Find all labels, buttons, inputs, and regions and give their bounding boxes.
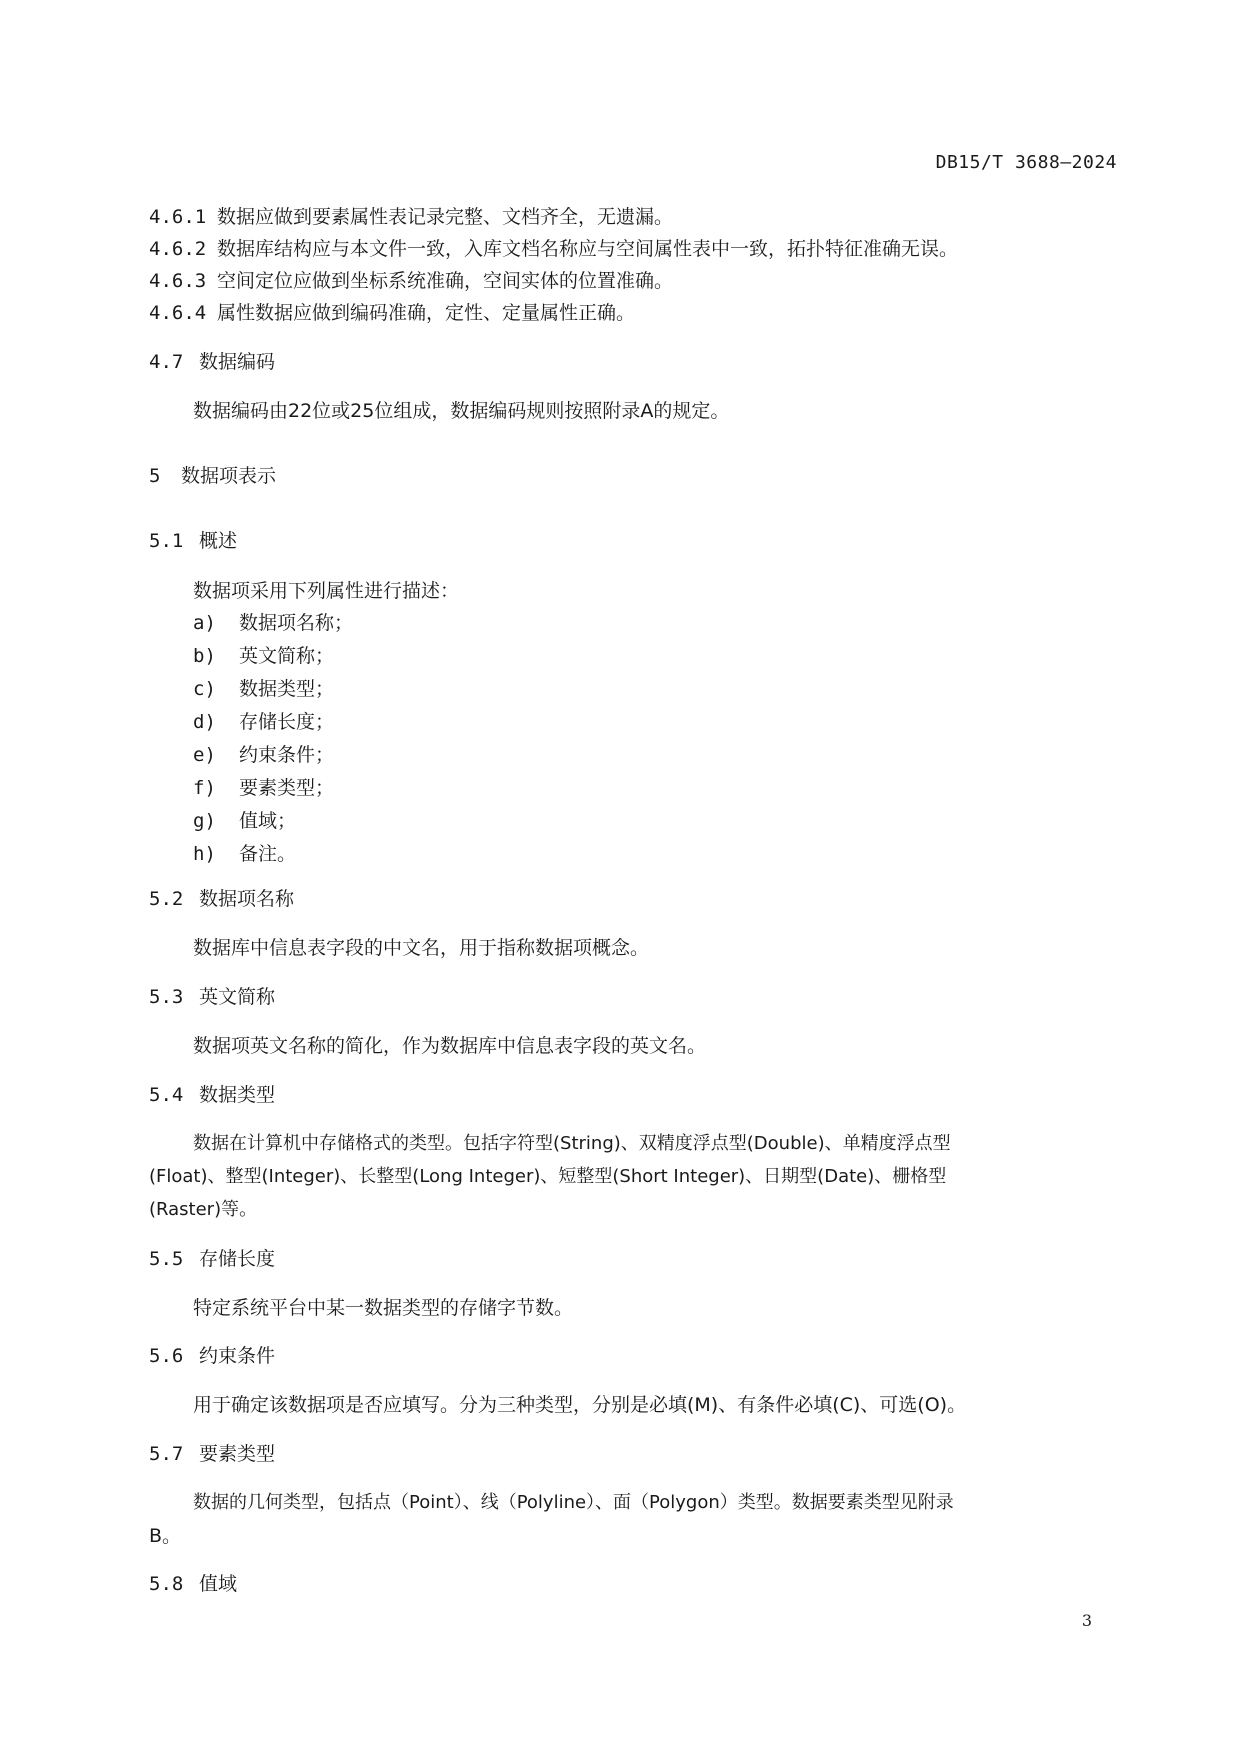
section-number: 5.3 <box>149 986 184 1008</box>
heading-5 <box>149 463 276 489</box>
clause-4-6-2 <box>149 236 958 262</box>
paragraph-5-3: 数据项英文名称的简化，作为数据库中信息表字段的英文名。 <box>193 1035 707 1057</box>
heading-5-6 <box>149 1343 275 1369</box>
clause-4-6-3 <box>149 268 673 294</box>
paragraph-5-1-intro: 数据项采用下列属性进行描述： <box>193 580 460 602</box>
section-title: 存储长度 <box>199 1248 276 1270</box>
section-number: 5 <box>149 465 161 487</box>
list-marker: e) <box>193 744 216 766</box>
clause-number: 4.6.2 <box>149 238 207 260</box>
paragraph-5-4-line-2: (Float)、整型(Integer)、长整型(Long Integer)、短整型(Short Integer)、日期型(Date)、栅格型 <box>149 1166 947 1187</box>
clause-text: 属性数据应做到编码准确，定性、定量属性正确。 <box>217 302 636 324</box>
section-title: 约束条件 <box>199 1345 276 1367</box>
list-item-text: 备注。 <box>239 843 297 865</box>
list-item <box>193 676 334 702</box>
section-title: 数据项表示 <box>181 465 277 487</box>
section-number: 5.2 <box>149 888 184 910</box>
paragraph-4-7: 数据编码由22位或25位组成，数据编码规则按照附录A的规定。 <box>193 400 730 422</box>
clause-4-6-1 <box>149 204 673 230</box>
page-number: 3 <box>1081 1611 1092 1630</box>
section-number: 5.6 <box>149 1345 184 1367</box>
section-title: 英文简称 <box>199 986 276 1008</box>
list-item-text: 约束条件； <box>239 744 335 766</box>
heading-5-8 <box>149 1571 237 1597</box>
section-title: 值域 <box>199 1573 238 1595</box>
list-item <box>193 841 296 867</box>
section-title: 要素类型 <box>199 1443 276 1465</box>
clause-number: 4.6.3 <box>149 270 207 292</box>
section-number: 5.1 <box>149 530 184 552</box>
clause-text: 空间定位应做到坐标系统准确，空间实体的位置准确。 <box>217 270 674 292</box>
list-item <box>193 775 334 801</box>
heading-5-1 <box>149 528 237 554</box>
list-marker: a) <box>193 612 216 634</box>
list-item <box>193 742 334 768</box>
list-item <box>193 643 334 669</box>
list-marker: g) <box>193 810 216 832</box>
list-marker: h) <box>193 843 216 865</box>
clause-text: 数据应做到要素属性表记录完整、文档齐全，无遗漏。 <box>217 206 674 228</box>
paragraph-5-7-line-1: 数据的几何类型，包括点（Point）、线（Polyline）、面（Polygon）类型。数据要素类型见附录 <box>193 1492 954 1513</box>
section-title: 数据项名称 <box>199 888 295 910</box>
heading-5-5 <box>149 1246 275 1272</box>
paragraph-5-4-line-1: 数据在计算机中存储格式的类型。包括字符型(String)、双精度浮点型(Double)、单精度浮点型 <box>193 1133 951 1154</box>
list-item-text: 数据类型； <box>239 678 335 700</box>
paragraph-5-7-line-2: B。 <box>149 1525 182 1547</box>
clause-4-6-4 <box>149 300 635 326</box>
list-item-text: 英文简称； <box>239 645 335 667</box>
section-number: 4.7 <box>149 351 184 373</box>
list-marker: b) <box>193 645 216 667</box>
list-item-text: 存储长度； <box>239 711 335 733</box>
list-marker: c) <box>193 678 216 700</box>
heading-5-4 <box>149 1082 275 1108</box>
paragraph-5-6: 用于确定该数据项是否应填写。分为三种类型，分别是必填(M)、有条件必填(C)、可选(O)。 <box>193 1394 967 1416</box>
section-number: 5.5 <box>149 1248 184 1270</box>
clause-number: 4.6.1 <box>149 206 207 228</box>
paragraph-5-4-line-3: (Raster)等。 <box>149 1199 258 1220</box>
list-item <box>193 808 296 834</box>
section-title: 概述 <box>199 530 238 552</box>
section-number: 5.7 <box>149 1443 184 1465</box>
paragraph-5-2: 数据库中信息表字段的中文名，用于指称数据项概念。 <box>193 937 650 959</box>
list-item <box>193 610 353 636</box>
list-marker: f) <box>193 777 216 799</box>
list-item-text: 值域； <box>239 810 297 832</box>
section-number: 5.4 <box>149 1084 184 1106</box>
section-number: 5.8 <box>149 1573 184 1595</box>
list-marker: d) <box>193 711 216 733</box>
section-title: 数据类型 <box>199 1084 276 1106</box>
section-title: 数据编码 <box>199 351 276 373</box>
paragraph-5-5: 特定系统平台中某一数据类型的存储字节数。 <box>193 1297 574 1319</box>
list-item <box>193 709 334 735</box>
heading-5-2 <box>149 886 294 912</box>
clause-text: 数据库结构应与本文件一致，入库文档名称应与空间属性表中一致，拓扑特征准确无误。 <box>217 238 959 260</box>
heading-4-7 <box>149 349 275 375</box>
list-item-text: 要素类型； <box>239 777 335 799</box>
list-item-text: 数据项名称； <box>239 612 354 634</box>
document-code: DB15/T 3688—2024 <box>935 152 1117 173</box>
heading-5-3 <box>149 984 275 1010</box>
heading-5-7 <box>149 1441 275 1467</box>
clause-number: 4.6.4 <box>149 302 207 324</box>
